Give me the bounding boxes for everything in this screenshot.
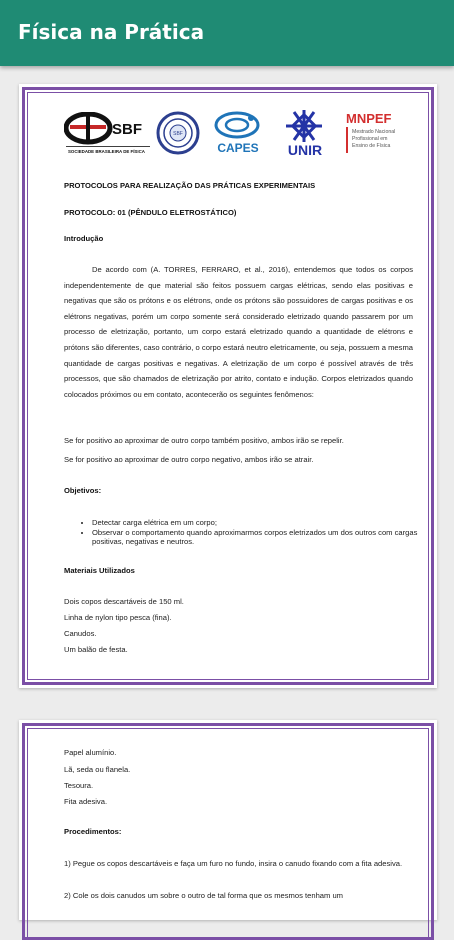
- intro-title: Introdução: [64, 234, 104, 243]
- sbf-caption: SOCIEDADE BRASILEIRA DE FÍSICA: [68, 149, 145, 154]
- intro-line-1: Se for positivo ao aproximar de outro corpo também positivo, ambos irão se repelir.: [64, 436, 344, 445]
- procedure-step-2: 2) Cole os dois canudos um sobre o outro de tal forma que os mesmos tenham um: [64, 891, 343, 900]
- app-title: Física na Prática: [18, 20, 205, 44]
- mnpef-caption-3: Ensino de Física: [352, 143, 391, 149]
- capes-logo: [210, 108, 268, 158]
- doc-heading: PROTOCOLOS PARA REALIZAÇÃO DAS PRÁTICAS EXPERIMENTAIS: [64, 181, 316, 190]
- procedure-step-1: 1) Pegue os copos descartáveis e faça um furo no fundo, insira o canudo fixando com a fita adesiva.: [64, 859, 403, 868]
- mnpef-caption-1: Mestrado Nacional: [352, 129, 396, 135]
- material-item: Canudos.: [64, 629, 97, 638]
- mnpef-caption-2: Profissional em: [352, 136, 388, 142]
- intro-paragraph: De acordo com (A. TORRES, FERRARO, et al., 2016), entendemos que todos os corpos independentemente de que material são feitos possuem cargas elétricas, sendo elas positivas e negativas que são os prótons e os elétrons, onde os prótons são possuidores de cargas positivas e os elétrons negativas, porém um corpo somente será considerado eletrizado quando passarem por um processo de eletrização, portanto, um corpo estará eletrizado quando a quantidade de elétrons e prótons são diferentes, caso contrário, o corpo estará neutro eletricamente, ou seja, possuem a mesma quantidade de cargas positivas e negativas. A eletrização de um corpo é possível através de três processos, que são chamados de eletrização por atrito, contato e indução. Corpos eletrizados quando colocados próximos ou em contato, acontecerão os seguintes fenômenos:: [64, 265, 413, 399]
- sbf-logo-text: SBF: [112, 121, 142, 138]
- material-item: Lã, seda ou flanela.: [64, 765, 131, 774]
- objective-item: • Observar o comportamento quando aproximarmos corpos eletrizados um dos outros com cargas positivas, negativas e neutros.: [92, 528, 442, 546]
- objectives-title: Objetivos:: [64, 486, 102, 495]
- mnpef-text: MNPEF: [346, 111, 392, 126]
- material-item: Fita adesiva.: [64, 797, 108, 806]
- seal-logo: [156, 111, 200, 155]
- capes-text: CAPES: [217, 141, 259, 155]
- material-item: Papel alumínio.: [64, 748, 117, 757]
- unir-text: UNIR: [287, 142, 323, 158]
- objective-item: • Detectar carga elétrica em um corpo;: [92, 518, 442, 527]
- protocol-title: PROTOCOLO: 01 (PÊNDULO ELETROSTÁTICO): [64, 208, 237, 217]
- logos-row: [42, 108, 412, 158]
- mnpef-logo: [344, 110, 408, 156]
- unir-logo: [274, 108, 334, 158]
- material-item: Um balão de festa.: [64, 645, 128, 654]
- materials-title: Materiais Utilizados: [64, 566, 135, 575]
- seal-text: SBF: [173, 131, 183, 137]
- sbf-logo: [64, 112, 150, 156]
- material-item: Tesoura.: [64, 781, 94, 790]
- intro-line-2: Se for positivo ao aproximar de outro corpo negativo, ambos irão se atrair.: [64, 455, 314, 464]
- material-item: Dois copos descartáveis de 150 ml.: [64, 597, 184, 606]
- procedures-title: Procedimentos:: [64, 827, 122, 836]
- objectives-list: [64, 518, 442, 547]
- material-item: Linha de nylon tipo pesca (fina).: [64, 613, 172, 622]
- app-bar: [0, 0, 454, 66]
